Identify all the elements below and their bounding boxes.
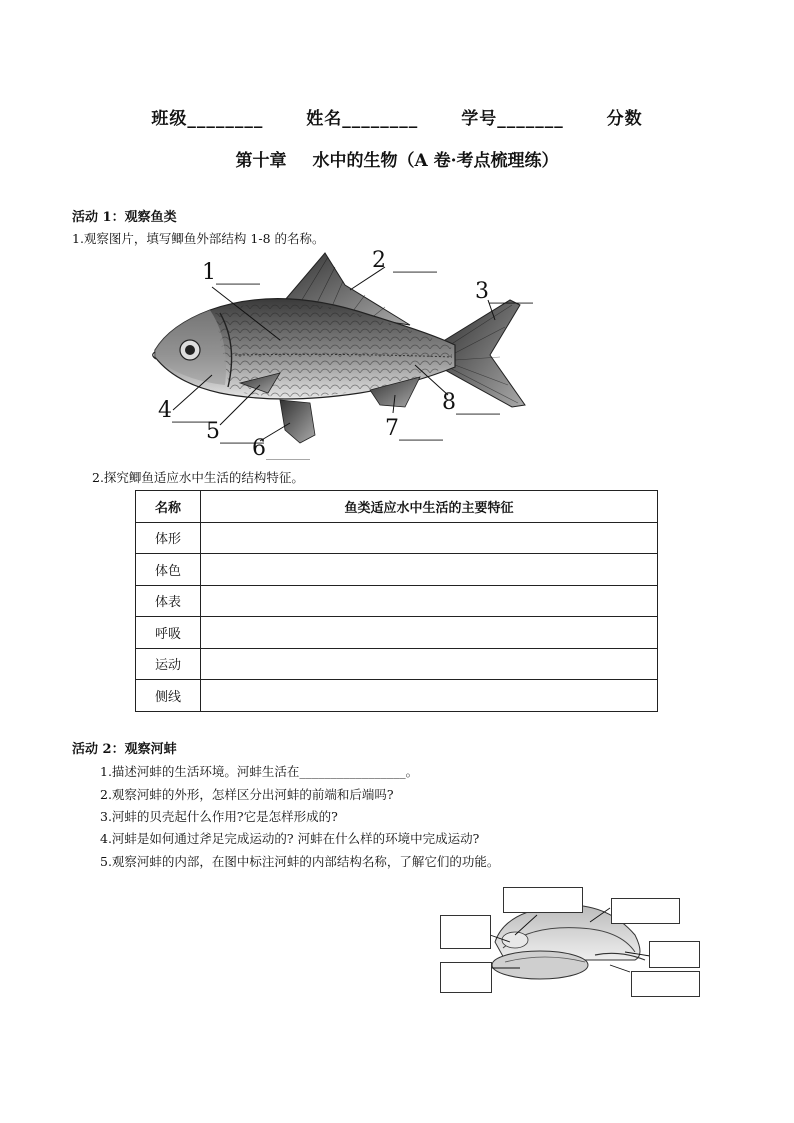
answer-cell[interactable] <box>201 585 658 617</box>
table-header-name: 名称 <box>136 491 201 523</box>
row-label: 侧线 <box>136 680 201 712</box>
row-label: 体表 <box>136 585 201 617</box>
table-row <box>136 617 658 649</box>
answer-cell[interactable] <box>201 554 658 586</box>
activity2-question2: 2.观察河蚌的外形，怎样区分出河蚌的前端和后端吗? <box>100 787 394 802</box>
activity2-question1: 1.描述河蚌的生活环境。河蚌生活在_________________。 <box>100 764 419 779</box>
activity2-question3: 3.河蚌的贝壳起什么作用?它是怎样形成的? <box>100 809 338 824</box>
class-field[interactable]: 班级________ <box>151 109 264 129</box>
fish-label-8: 8____ <box>442 390 500 415</box>
activity1-title: 活动 1：观察鱼类 <box>72 210 177 225</box>
answer-cell[interactable] <box>201 617 658 649</box>
table-header-feature: 鱼类适应水中生活的主要特征 <box>201 491 658 523</box>
mussel-foot <box>492 951 588 979</box>
fish-label-3: 3____ <box>475 279 533 304</box>
fish-label-5: 5____ <box>206 419 264 444</box>
mussel-label-box-6[interactable] <box>631 971 700 997</box>
row-label: 体色 <box>136 554 201 586</box>
mussel-label-box-3[interactable] <box>440 915 491 949</box>
table-row <box>136 680 658 712</box>
fish-label-1: 1____ <box>202 260 260 285</box>
activity2-question4: 4.河蚌是如何通过斧足完成运动的? 河蚌在什么样的环境中完成运动? <box>100 831 480 846</box>
answer-cell[interactable] <box>201 522 658 554</box>
mussel-label-box-5[interactable] <box>440 962 492 993</box>
activity1-question2: 2.探究鲫鱼适应水中生活的结构特征。 <box>92 470 304 485</box>
name-field[interactable]: 姓名________ <box>306 109 419 129</box>
table-header-row <box>136 491 658 523</box>
chapter-name: 水中的生物（A 卷·考点梳理练） <box>312 151 559 171</box>
mussel-label-box-2[interactable] <box>611 898 680 924</box>
fish-label-4: 4____ <box>158 398 216 423</box>
fish-feature-table <box>135 490 658 712</box>
chapter-number: 第十章 <box>235 151 287 171</box>
row-label: 运动 <box>136 648 201 680</box>
student-id-field[interactable]: 学号_______ <box>461 109 564 129</box>
table-row <box>136 648 658 680</box>
chapter-title <box>0 146 794 171</box>
mussel-label-box-1[interactable] <box>503 887 583 913</box>
table-row <box>136 522 658 554</box>
table-row <box>136 554 658 586</box>
answer-cell[interactable] <box>201 648 658 680</box>
activity1-question1: 1.观察图片，填写鲫鱼外部结构 1-8 的名称。 <box>72 231 325 246</box>
activity2-title: 活动 2：观察河蚌 <box>72 742 177 757</box>
student-info-row <box>0 104 794 129</box>
row-label: 体形 <box>136 522 201 554</box>
fish-diagram <box>140 245 560 460</box>
fish-label-7: 7____ <box>385 416 443 441</box>
table-row <box>136 585 658 617</box>
mussel-label-box-4[interactable] <box>649 941 700 968</box>
fish-label-6: 6____ <box>252 436 310 460</box>
answer-cell[interactable] <box>201 680 658 712</box>
activity2-question5: 5.观察河蚌的内部，在图中标注河蚌的内部结构名称，了解它们的功能。 <box>100 854 500 869</box>
row-label: 呼吸 <box>136 617 201 649</box>
fish-label-2: 2 ____ <box>372 248 437 273</box>
score-field[interactable]: 分数 <box>606 109 643 129</box>
